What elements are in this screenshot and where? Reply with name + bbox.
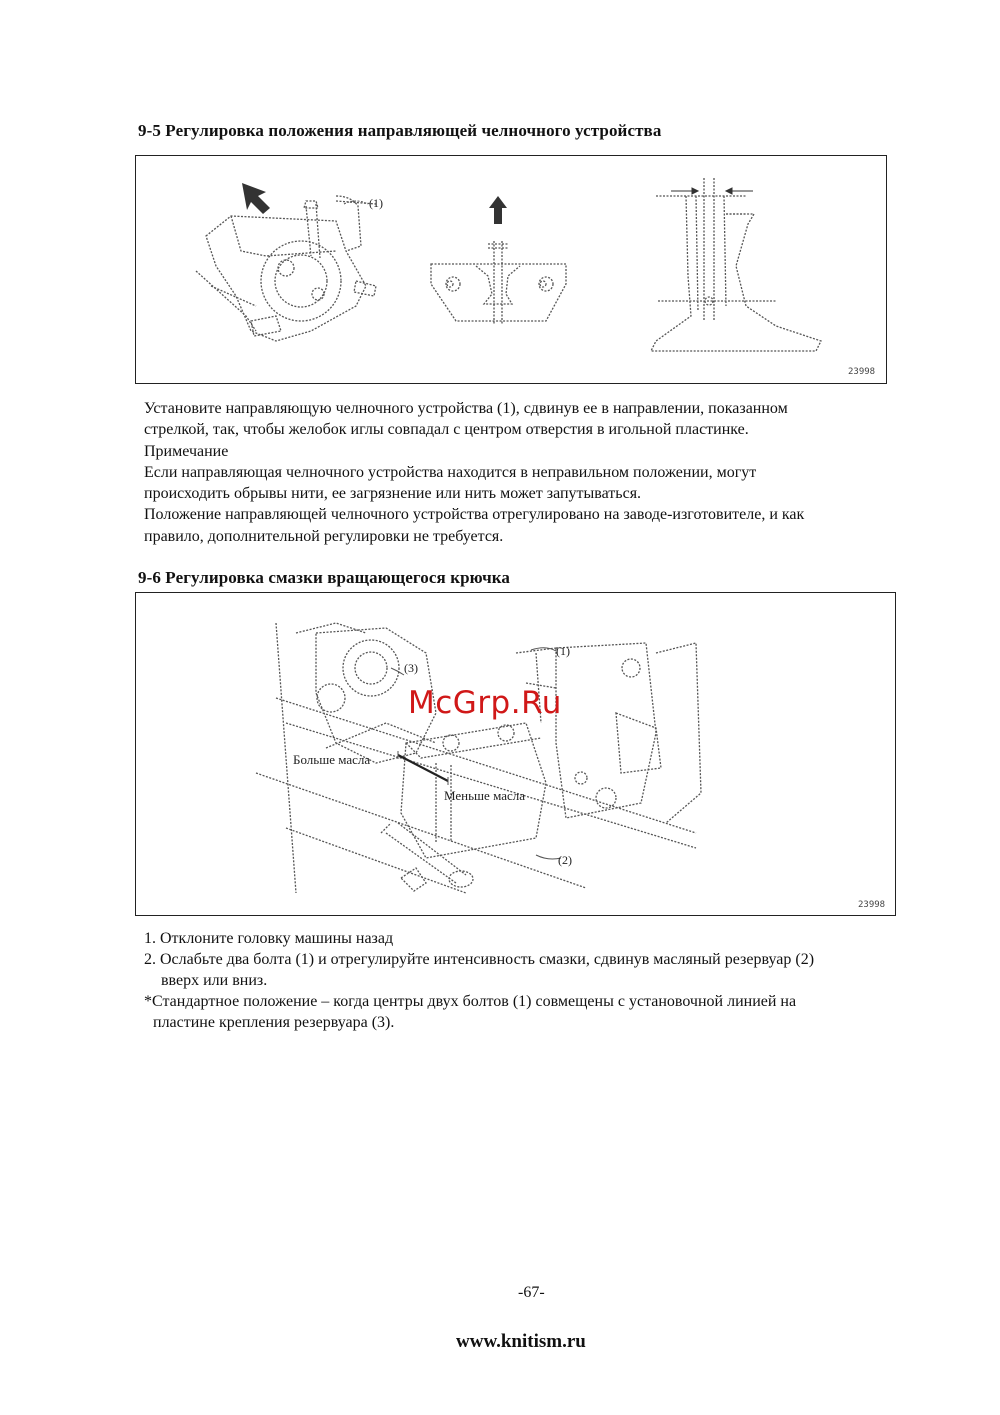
figure-code: 23998 <box>858 900 886 910</box>
section-heading-9-6: 9-6 Регулировка смазки вращающегося крючка <box>138 568 511 587</box>
callout-3-label: (3) <box>404 661 418 675</box>
callout-1-label: (1) <box>556 644 570 658</box>
callout-2-label: (2) <box>558 853 572 867</box>
section-heading-9-5: 9-5 Регулировка положения направляющей челночного устройства <box>138 121 662 140</box>
body-line: Если направляющая челночного устройства находится в неправильном положении, могут <box>144 463 757 481</box>
callout-1-label: (1) <box>369 196 383 210</box>
body-line: Положение направляющей челночного устройства отрегулировано на заводе-изготовителе, и как <box>144 506 805 524</box>
standard-position-note: *Стандартное положение – когда центры двух болтов (1) совмещены с установочной линией на <box>144 993 797 1010</box>
watermark: McGrp.Ru <box>408 685 562 721</box>
footer-site-link[interactable]: www.knitism.ru <box>456 1331 586 1352</box>
body-line: стрелкой, так, чтобы желобок иглы совпадал с центром отверстия в игольной пластинке. <box>144 421 749 439</box>
standard-position-note-cont: пластине крепления резервуара (3). <box>153 1014 395 1031</box>
less-oil-label: Меньше масла <box>444 788 526 803</box>
step-2-cont: вверх или вниз. <box>161 972 268 989</box>
step-2: 2. Ослабьте два болта (1) и отрегулируйте интенсивность смазки, сдвинув масляный резервуар (2) <box>144 951 815 968</box>
hook-lubrication-drawing <box>136 593 897 917</box>
more-oil-label: Больше масла <box>293 752 371 767</box>
step-1: 1. Отклоните головку машины назад <box>144 930 394 947</box>
shuttle-guide-drawing <box>136 156 888 385</box>
section-1-body <box>144 398 804 547</box>
note-label: Примечание <box>144 442 229 460</box>
figure-hook-lubrication <box>135 592 896 916</box>
page-number: -67- <box>518 1284 545 1301</box>
body-line: правило, дополнительной регулировки не требуется. <box>144 527 504 545</box>
figure-code: 23998 <box>848 367 876 377</box>
figure-shuttle-guide <box>135 155 887 384</box>
body-line: происходить обрывы нити, ее загрязнение или нить может запутываться. <box>144 485 642 503</box>
body-line: Установите направляющую челночного устройства (1), сдвинув ее в направлении, показанном <box>144 400 788 417</box>
